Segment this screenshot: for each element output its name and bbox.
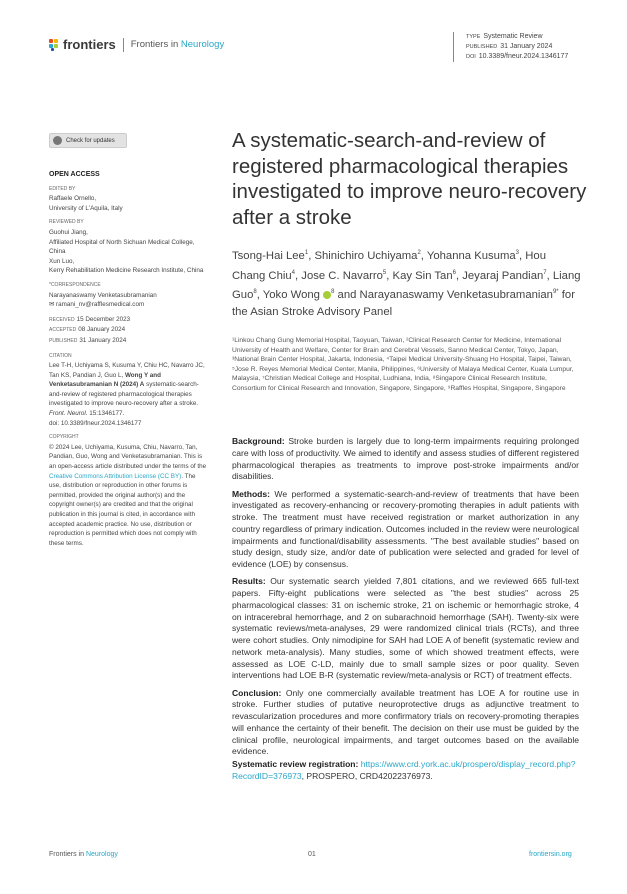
- type-label: TYPE: [466, 34, 481, 40]
- license-link[interactable]: Creative Commons Attribution License (CC BY): [49, 472, 182, 480]
- doi[interactable]: 10.3389/fneur.2024.1346177: [478, 53, 569, 60]
- section-text: We performed a systematic-search-and-review of treatments that have been investigated as recovery-enhancing or recovery-promoting therapies in adult patients with stroke. The treatment must have received registration or market authorization in any country regardless of primary indication. Outcomes included in the review were neurological impairments and functional/disability assessments. "The best available studies" based on study design, study size, and/or date of publication were selected and graded for level of evidence (LOE) by consensus.: [232, 488, 579, 569]
- registration-link[interactable]: https://www.crd.york.ac.uk/prospero/display_record.php?RecordID=376973: [232, 759, 576, 781]
- sidebar: [49, 170, 209, 548]
- copyright-text: © 2024 Lee, Uchiyama, Kusuma, Chiu, Navarro, Tan, Pandian, Guo, Wong and Venketasubramanian. This is an open-access article distributed under the terms of the: [49, 443, 207, 471]
- affil-ref: 6: [452, 269, 456, 276]
- abstract-methods: [232, 489, 579, 571]
- author: and Narayanaswamy Venketasubramanian: [334, 288, 553, 301]
- abstract-background: [232, 436, 579, 483]
- abstract-conclusion: [232, 688, 579, 759]
- footer-journal-prefix: Frontiers in: [49, 851, 85, 858]
- correspondence-name: Narayanaswamy Venketasubramanian: [49, 291, 157, 299]
- author: , Yohanna Kusuma: [420, 249, 516, 262]
- author: , Jose C. Navarro: [295, 269, 383, 282]
- check-for-updates-button[interactable]: [49, 133, 127, 148]
- received-label: RECEIVED: [49, 316, 75, 323]
- reviewer-name: Xun Luo,: [49, 257, 75, 265]
- email-icon: ✉: [49, 301, 57, 309]
- reviewer-affiliation: Kerry Rehabilitation Medicine Research Institute, China: [49, 267, 204, 275]
- copyright-label: COPYRIGHT: [49, 434, 79, 441]
- affil-ref: 4: [291, 269, 296, 276]
- citation-journal: Front. Neurol.: [49, 410, 88, 418]
- accepted-label: ACCEPTED: [49, 327, 77, 334]
- frontiers-logo-icon: [49, 39, 59, 51]
- registration-id: , PROSPERO, CRD42022376973.: [301, 770, 433, 781]
- article-title: A systematic-search-and-review of registered pharmacological therapies investigated to improve neuro-recovery after a stroke: [232, 129, 587, 229]
- update-icon: [53, 136, 62, 145]
- section-label: Background:: [232, 436, 285, 446]
- open-access: OPEN ACCESS: [49, 171, 100, 178]
- section-label: Results:: [232, 576, 266, 587]
- received-date: 15 December 2023: [76, 315, 131, 323]
- citation-volume: 15:1346177.: [89, 410, 125, 418]
- editor-affiliation: University of L'Aquila, Italy: [49, 204, 123, 212]
- doi-label: DOI: [466, 54, 476, 60]
- section-text: Only one commercially available treatment has LOE A for routine use in stroke. Further studies of putative neuroprotective drugs as adjunctive treatment to revascularization procedures and more confirmatory trials on recovery-promoting therapies will enhance the certainty of their benefit. The decision on their use must be guided by the clinical profile, neurological impairments, and target outcomes based on the available evidence.: [232, 687, 579, 757]
- section-text: Stroke burden is largely due to long-term impairments requiring prolonged care with loss of productivity. We aimed to identify and assess studies of different registered pharmacological therapies as treatments to improve post-stroke impairments and/or disabilities.: [232, 436, 579, 482]
- author-list: [232, 245, 582, 320]
- journal-name-accent: Neurology: [180, 39, 225, 50]
- citation: [49, 361, 209, 428]
- section-text: Our systematic search yielded 7,801 citations, and we reviewed 665 full-text papers. Fifty-eight publications were selected as "the best studies" across 25 pharmacological classes: 31 on ischemic stroke, 21 on ischemic or hemorrhagic stroke, 4 on intracerebral hemorrhage, and 2 on subarachnoid hemorrhage (SAH). Twenty-six were systematic reviews/meta-analyses, 29 were randomized clinical trials (RCTs), and three were cohort studies. Only nimodipine for SAH had LOE A of benefit (systematic review and network meta-analysis). Many studies, some of which showed treatment effects, were assessed as LOE C-LD, mainly due to small sample sizes or poor quality. Seven interventions had LOE B-R (systematic review/meta-analysis or RCT) of treatment effects.: [232, 576, 579, 681]
- article-type: Systematic Review: [483, 33, 543, 40]
- affil-ref: 3: [515, 250, 519, 256]
- section-label: Methods:: [232, 488, 270, 499]
- published-label: PUBLISHED: [466, 44, 498, 50]
- correspondence-email[interactable]: ramani_nv@rafflesmedical.com: [56, 301, 145, 309]
- brand-name: frontiers: [63, 37, 116, 52]
- affil-ref: 7: [543, 269, 547, 276]
- author: , Kay Sin Tan: [386, 269, 453, 282]
- edited-by-label: EDITED BY: [49, 185, 76, 192]
- author-group: for the Asian Stroke Advisory Panel: [232, 288, 575, 318]
- abstract: [232, 436, 579, 788]
- citation-title: systematic-search-and-review of registered pharmacological therapies investigated to improve neuro-recovery after a stroke.: [49, 381, 199, 408]
- copyright: [49, 443, 209, 549]
- registration: [232, 759, 579, 783]
- published-label: PUBLISHED: [49, 337, 78, 344]
- footer-site-link[interactable]: frontiersin.org: [529, 851, 572, 858]
- divider: [123, 38, 124, 52]
- check-updates-label: Check for updates: [66, 137, 115, 144]
- page-number: 01: [308, 851, 316, 858]
- journal-header: [49, 37, 224, 52]
- citation-authors-bold: Wong Y and Venketasubramanian N (2024) A: [49, 371, 162, 389]
- affil-ref: 8: [331, 289, 335, 296]
- citation-doi: doi: 10.3389/fneur.2024.1346177: [49, 419, 142, 427]
- author: , Yoko Wong: [256, 288, 320, 301]
- author: , Jeyaraj Pandian: [455, 269, 544, 282]
- copyright-text-rest: . The use, distribution or reproduction in other forums is permitted, provided the original author(s) and the copyright owner(s) are credited and that the original publication in this journal is cited, in accordance with accepted academic practice. No use, distribution or reproduction is permitted which does not comply with these terms.: [49, 472, 197, 547]
- footer-journal-name: Neurology: [85, 851, 118, 858]
- reviewer-affiliation: Affiliated Hospital of North Sichuan Medical College, China: [49, 238, 195, 256]
- author: Tsong-Hai Lee: [232, 249, 305, 262]
- reviewer-name: Guohui Jiang,: [49, 228, 88, 236]
- article-meta: [453, 32, 568, 62]
- registration-label: Systematic review registration:: [232, 759, 359, 769]
- affiliations: ¹Linkou Chang Gung Memorial Hospital, Taoyuan, Taiwan, ²Clinical Research Center for Medicine, International University of Health and Welfare, Center for Brain and Cerebral Vessels, Sanno Medical Center, Tokyo, Japan, ³National Brain Center Hospital, Jakarta, Indonesia, ⁴Taipei Medical University-Shuang Ho Hospital, Taipei, Taiwan, ⁵Jose R. Reyes Memorial Medical Center, Manila, Philippines, ⁶University of Malaya Medical Center, Kuala Lumpur, Malaysia, ⁷Christian Medical College and Hospital, Ludhiana, India, ⁸Singapore Clinical Research Institute, Consortium for Clinical Research and Innovation, Singapore, Singapore, ⁹Raffles Hospital, Singapore, Singapore: [232, 337, 574, 392]
- journal-name[interactable]: [131, 39, 224, 50]
- affil-ref: 8: [253, 289, 257, 296]
- affil-ref: 9*: [552, 289, 559, 296]
- published-date: 31 January 2024: [79, 336, 127, 344]
- affil-ref: 5: [382, 269, 387, 276]
- reviewed-by-label: REVIEWED BY: [49, 219, 84, 226]
- footer-journal: [49, 851, 118, 858]
- accepted-date: 08 January 2024: [78, 326, 126, 334]
- affil-ref: 1: [304, 250, 309, 256]
- orcid-icon[interactable]: [323, 291, 331, 299]
- journal-prefix: Frontiers in: [130, 39, 179, 50]
- affil-ref: 2: [417, 250, 421, 256]
- section-label: Conclusion:: [232, 687, 282, 698]
- author: , Shinichiro Uchiyama: [308, 249, 418, 262]
- published-date: 31 January 2024: [500, 43, 553, 50]
- correspondence-label: *CORRESPONDENCE: [49, 281, 101, 288]
- editor-name: Raffaele Ornello,: [49, 195, 97, 203]
- citation-label: CITATION: [49, 352, 72, 359]
- author: , Hou Chang Chiu: [232, 249, 547, 282]
- abstract-results: [232, 576, 579, 682]
- author: , Liang Guo: [232, 269, 581, 301]
- citation-authors: Lee T-H, Uchiyama S, Kusuma Y, Chiu HC, Navarro JC, Tan KS, Pandian J, Guo L,: [49, 362, 205, 379]
